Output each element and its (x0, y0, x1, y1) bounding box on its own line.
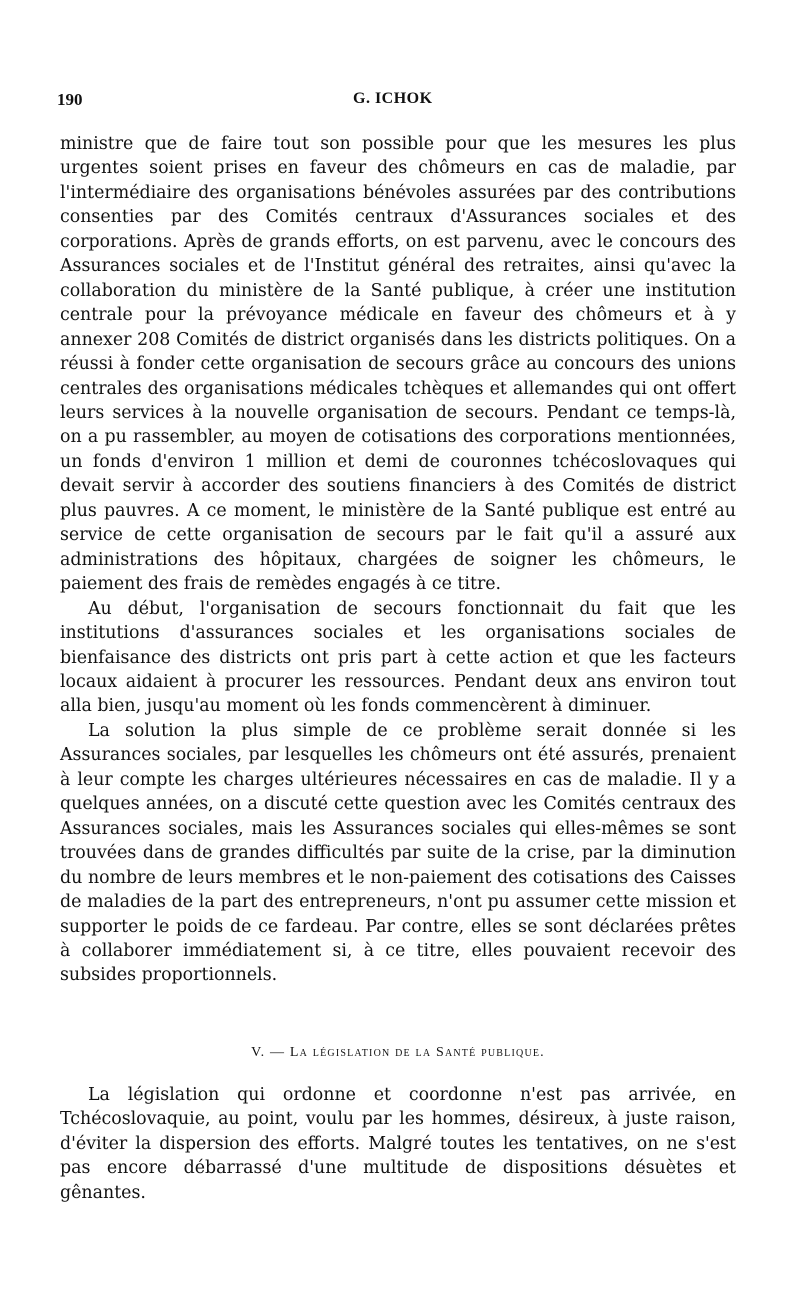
paragraph: La solution la plus simple de ce problème serait donnée si les Assurances sociales, par lesquelles les chômeurs ont été assurés, prenaient à leur compte les charges ultérieures nécessaires en cas de maladie. Il y a quelques années, on a discuté cette question avec les Comités centraux des Assurances sociales, mais les Assurances sociales qui elles-mêmes se sont trouvées dans de grandes difficultés par suite de la crise, par la diminution du nombre de leurs membres et le non-paiement des cotisations des Caisses de maladies de la part des entrepreneurs, n'ont pu assumer cette mission et supporter le poids de ce fardeau. Par contre, elles se sont déclarées prêtes à collaborer immédiatement si, à ce titre, elles pouvaient recevoir des subsides proportionnels. (60, 720, 736, 986)
page-header (57, 90, 737, 114)
section-heading: V. — La législation de la Santé publique. (251, 1045, 545, 1060)
paragraph: Au début, l'organisation de secours fonctionnait du fait que les institutions d'assurances sociales et les organisations sociales de bienfaisance des districts ont pris part à cette action et que les facteurs locaux aidaient à procurer les ressources. Pendant deux ans environ tout alla bien, jusqu'au moment où les fonds commencèrent à diminuer. (60, 598, 736, 717)
paragraph: La législation qui ordonne et coordonne n'est pas arrivée, en Tchécoslovaquie, au point, voulu par les hommes, désireux, à juste raison, d'éviter la dispersion des efforts. Malgré toutes les tentatives, on ne s'est pas encore débarrassé d'une multitude de dispositions désuètes et gênantes. (60, 1085, 736, 1203)
body-text (60, 132, 736, 988)
running-head: G. ICHOK (353, 90, 433, 107)
section-body-text (60, 1083, 736, 1205)
paragraph-continuation: ministre que de faire tout son possible pour que les mesures les plus urgentes soient prises en faveur des chômeurs en cas de maladie, par l'intermédiaire des organisations bénévoles assurées par des contributions consenties par des Comités centraux d'Assurances sociales et des corporations. Après de grands efforts, on est parvenu, avec le concours des Assurances sociales et de l'Institut général des retraites, ainsi qu'avec la collaboration du ministère de la Santé publique, à créer une institution centrale pour la prévoyance médicale en faveur des chômeurs et à y annexer 208 Comités de district organisés dans les districts politiques. On a réussi à fonder cette organisation de secours grâce au concours des unions centrales des organisations médicales tchèques et allemandes qui ont offert leurs services à la nouvelle organisation de secours. Pendant ce temps-là, on a pu rassembler, au moyen de cotisations des corporations mentionnées, un fonds d'environ 1 million et demi de couronnes tchécoslovaques qui devait servir à accorder des soutiens financiers à des Comités de district plus pauvres. A ce moment, le ministère de la Santé publique est entré au service de cette organisation de secours par le fait qu'il a assuré aux administrations des hôpitaux, chargées de soigner les chômeurs, le paiement des frais de remèdes engagés à ce titre. (60, 134, 736, 595)
page-number: 190 (57, 90, 83, 109)
